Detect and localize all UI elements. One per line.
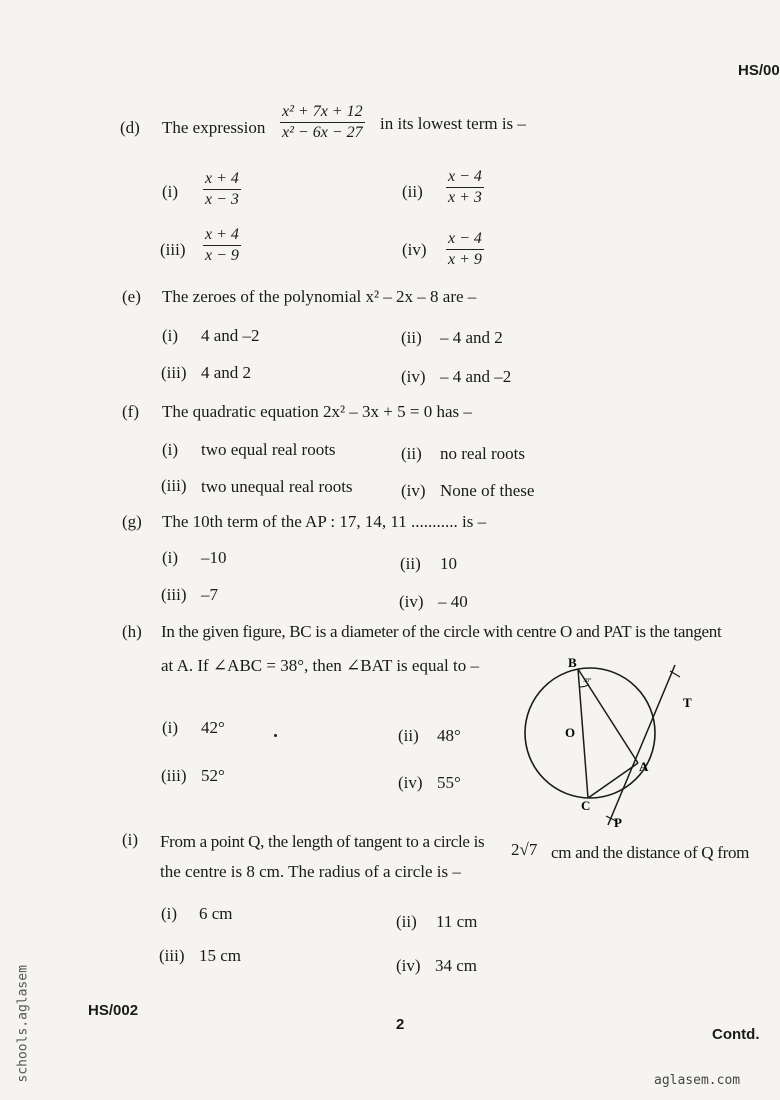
- question-text: The expression: [162, 118, 266, 137]
- option-fraction: [203, 170, 241, 210]
- circle-tangent-figure: [520, 655, 700, 835]
- option-text: 10: [440, 554, 457, 573]
- question-text: From a point Q, the length of tangent to a circle is: [160, 832, 485, 851]
- option-text: 48°: [437, 726, 461, 745]
- fraction-numerator: x + 4: [203, 170, 241, 190]
- option-label: (i): [162, 182, 179, 201]
- point-p-label: P: [614, 815, 622, 830]
- question-text: the centre is 8 cm. The radius of a circle is –: [160, 862, 461, 881]
- fraction-numerator: x − 4: [446, 230, 484, 250]
- header-code: HS/00: [738, 62, 780, 79]
- page-number: 2: [396, 1016, 405, 1033]
- corner-watermark: aglasem.com: [654, 1073, 741, 1088]
- option-fraction: [203, 226, 241, 266]
- question-text: cm and the distance of Q from: [551, 843, 750, 862]
- option-label: (i): [162, 548, 179, 567]
- option-label: (iii): [161, 476, 187, 495]
- option-label: (i): [162, 718, 179, 737]
- option-label: (iv): [401, 481, 426, 500]
- question-label: (g): [122, 512, 142, 531]
- option-label: (iv): [399, 592, 424, 611]
- option-fraction: [446, 230, 484, 270]
- side-watermark: schools.aglasem: [15, 965, 31, 1083]
- option-fraction: [446, 168, 484, 208]
- option-text: two unequal real roots: [201, 477, 353, 496]
- chord-ca: [588, 763, 638, 798]
- fraction-numerator: x² + 7x + 12: [280, 103, 365, 123]
- option-label: (iv): [401, 367, 426, 386]
- option-label: (ii): [398, 726, 419, 745]
- option-label: (iv): [396, 956, 421, 975]
- fraction-denominator: x − 3: [205, 191, 239, 209]
- fraction-denominator: x² − 6x − 27: [282, 124, 363, 142]
- option-label: (ii): [401, 444, 422, 463]
- fraction-denominator: x + 3: [448, 189, 482, 207]
- question-label: (f): [122, 402, 139, 421]
- contd-label: Contd.: [712, 1026, 760, 1043]
- option-text: – 40: [438, 592, 468, 611]
- question-text: The zeroes of the polynomial x² – 2x – 8 are –: [162, 287, 477, 306]
- question-label: (h): [122, 622, 142, 641]
- question-text: The quadratic equation 2x² – 3x + 5 = 0 has –: [162, 402, 472, 421]
- option-text: 34 cm: [435, 956, 478, 975]
- option-text: –10: [201, 548, 227, 567]
- question-text: in its lowest term is –: [380, 114, 526, 133]
- option-label: (ii): [401, 328, 422, 347]
- footer-code: HS/002: [88, 1002, 139, 1019]
- fraction-denominator: x − 9: [205, 247, 239, 265]
- point-o-label: O: [565, 725, 576, 740]
- option-label: (ii): [402, 182, 423, 201]
- option-text: two equal real roots: [201, 440, 336, 459]
- fraction-numerator: x − 4: [446, 168, 484, 188]
- option-text: –7: [201, 585, 218, 604]
- fraction-numerator: x + 4: [203, 226, 241, 246]
- option-text: 42°: [201, 718, 225, 737]
- option-label: (iv): [402, 240, 427, 259]
- option-label: (iii): [161, 363, 187, 382]
- option-text: None of these: [440, 481, 535, 500]
- option-label: (iii): [161, 585, 187, 604]
- option-label: (i): [162, 440, 179, 459]
- option-text: 6 cm: [199, 904, 233, 923]
- point-c-label: C: [581, 798, 591, 813]
- stray-dot: [274, 734, 277, 737]
- option-text: 55°: [437, 773, 461, 792]
- question-text: In the given figure, BC is a diameter of the circle with centre O and PAT is the tangent: [161, 622, 722, 641]
- option-label: (iii): [160, 240, 186, 259]
- option-text: 4 and 2: [201, 363, 252, 382]
- option-text: 11 cm: [436, 912, 478, 931]
- option-text: – 4 and 2: [440, 328, 503, 347]
- option-text: 15 cm: [199, 946, 242, 965]
- question-text: The 10th term of the AP : 17, 14, 11 ........... is –: [162, 512, 487, 531]
- point-t-label: T: [683, 695, 692, 710]
- question-label: (i): [122, 830, 139, 849]
- diameter-bc: [578, 669, 588, 798]
- option-label: (i): [161, 904, 178, 923]
- option-label: (ii): [396, 912, 417, 931]
- fraction-denominator: x + 9: [448, 251, 482, 269]
- option-label: (iii): [159, 946, 185, 965]
- option-label: (iv): [398, 773, 423, 792]
- angle-label: 38°: [583, 678, 592, 684]
- option-text: 52°: [201, 766, 225, 785]
- point-b-label: B: [568, 655, 577, 670]
- tangent-pat: [608, 665, 675, 825]
- question-label: (d): [120, 118, 140, 137]
- option-text: 4 and –2: [201, 326, 260, 345]
- option-text: no real roots: [440, 444, 525, 463]
- point-a-label: A: [639, 759, 649, 774]
- question-text: at A. If ∠ABC = 38°, then ∠BAT is equal to –: [161, 656, 479, 675]
- option-label: (iii): [161, 766, 187, 785]
- option-label: (ii): [400, 554, 421, 573]
- option-label: (i): [162, 326, 179, 345]
- question-label: (e): [122, 287, 141, 306]
- question-math: 2√7: [511, 840, 538, 859]
- expression-fraction: [280, 103, 365, 143]
- option-text: – 4 and –2: [440, 367, 512, 386]
